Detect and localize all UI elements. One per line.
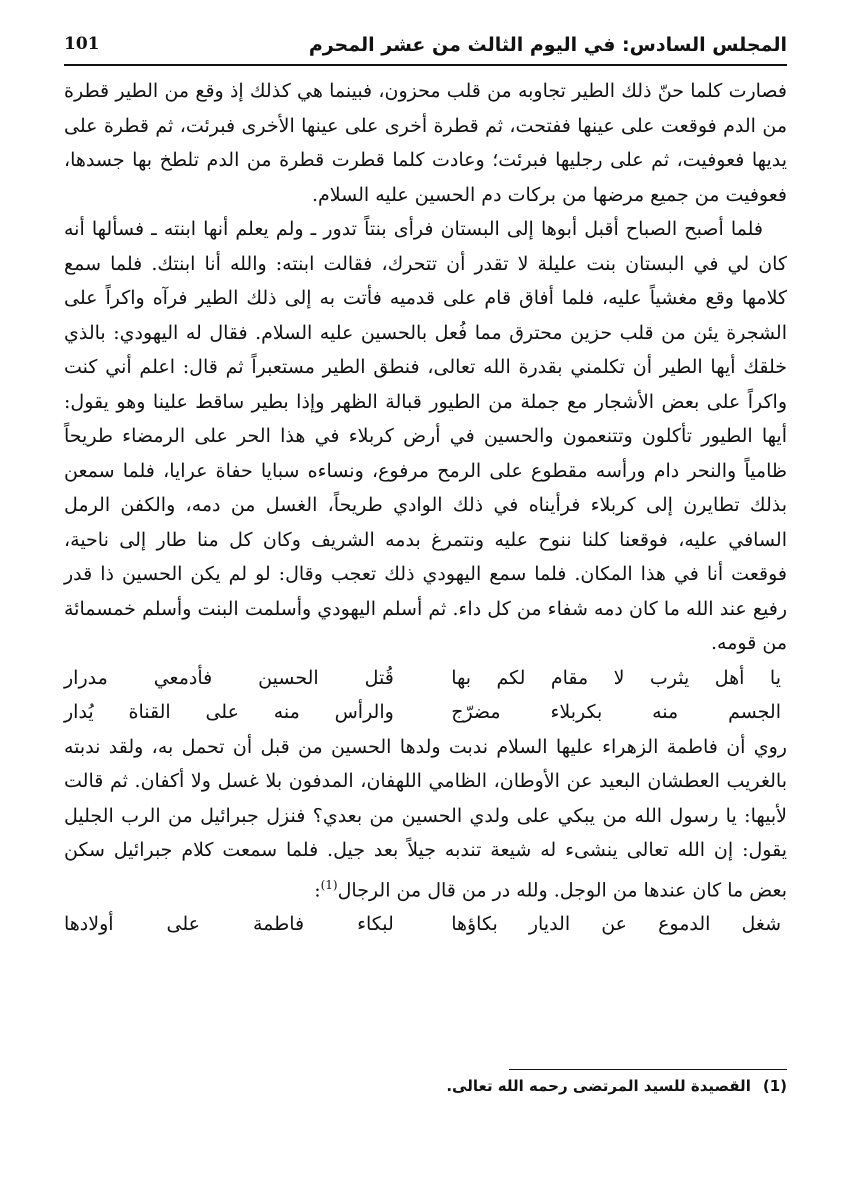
running-header xyxy=(64,32,787,62)
footnote-divider xyxy=(509,1069,787,1070)
main-text xyxy=(64,74,787,942)
chapter-title: المجلس السادس: في اليوم الثالث من عشر المحرم xyxy=(308,34,787,56)
poem-verse xyxy=(64,661,787,696)
verse-second-hemistich: قُتل الحسين فأدمعي مدرار xyxy=(64,666,394,689)
paragraph: فصارت كلما حنّ ذلك الطير تجاوبه من قلب محزون، فبينما هي كذلك إذ وقع من الطير قطرة من الدم فوقعت على عينها ففتحت، ثم قطرة أخرى على عينها الأخرى فبرئت، ثم قطرة على يديها فعوفيت، ثم على رجليها فبرئت؛ وعادت كلما قطرت قطرة من الدم تلطخ بها جسدها، فعوفيت من جميع مرضها من بركات دم الحسين عليه السلام. xyxy=(64,80,787,206)
footnote xyxy=(64,1075,787,1097)
poem xyxy=(64,661,787,730)
footnote-text: القصيدة للسيد المرتضى رحمه الله تعالى. xyxy=(446,1077,751,1095)
verse-second-hemistich: والرأس منه على القناة يُدار xyxy=(64,701,394,723)
verse-first-hemistich: يا أهل يثرب لا مقام لكم بها xyxy=(451,666,781,689)
footnote-reference[interactable]: (1) xyxy=(320,877,338,892)
page-number: 101 xyxy=(64,34,100,54)
paragraph xyxy=(64,730,787,908)
header-divider xyxy=(64,64,787,66)
verse-first-hemistich: الجسم منه بكربلاء مضرّج xyxy=(451,701,781,723)
paragraph: فلما أصبح الصباح أقبل أبوها إلى البستان فرأى بنتاً تدور ـ ولم يعلم أنها ابنته ـ فسألها أنه كان لي في البستان بنت عليلة لا تقدر أن تتحرك، فقالت ابنته: والله أنا ابنتك. فلما سمع كلامها وقع مغشياً عليه، فلما أفاق قام على قدميه فأتت به إلى ذلك الطير فرآه واكراً على الشجرة يئن من قلب حزين محترق مما فُعل بالحسين عليه السلام. فقال له اليهودي: بالذي خلقك أيها الطير أن تكلمني بقدرة الله تعالى، فنطق الطير مستعبراً ثم قال: اعلم أني كنت واكراً على بعض الأشجار مع جملة من الطيور قبالة الظهر وإذا بطير ساقط علينا وهو يقول: أيها الطيور تأكلون وتتنعمون والحسين في أرض كربلاء في هذا الحر على الرمضاء طريحاً ظامياً والنحر دام ورأسه مقطوع على الرمح مرفوع، ونساءه سبايا حفاة عرايا، فلما سمعن بذلك تطايرن إلى كربلاء فرأيناه في ذلك الوادي طريحاً، الغسل من دمه، والكفن الرمل السافي عليه، فوقعنا كلنا ننوح عليه ونتمرغ بدمه الشريف وكان كل منا طار إلى ناحية، فوقعت أنا في هذا المكان. فلما سمع اليهودي ذلك تعجب وقال: لو لم يكن الحسين ذا قدر رفيع عند الله ما كان دمه شفاء من كل داء. ثم أسلم اليهودي وأسلمت البنت وأسلم خمسمائة من قومه. xyxy=(64,218,787,654)
poem-verse xyxy=(64,695,787,730)
paragraph-colon: : xyxy=(314,878,321,901)
poem xyxy=(64,907,787,942)
poem-verse xyxy=(64,907,787,942)
verse-second-hemistich: لبكاء فاطمة على أولادها xyxy=(64,913,394,936)
footnote-number: (1) xyxy=(762,1077,787,1095)
paragraph-text: روي أن فاطمة الزهراء عليها السلام ندبت ولدها الحسين من قبل أن تحمل به، ولقد ندبته بالغريب العطشان البعيد عن الأوطان، الظامي اللهفان، المدفون بلا غسل ولا أكفان. ثم قالت لأبيها: يا رسول الله من يبكي على ولدي الحسين من بعدي؟ فنزل جبرائيل من الرب الجليل يقول: إن الله تعالى ينشىء له شيعة تندبه جيلاً بعد جيل. فلما سمعت كلام جبرائيل سكن بعض ما كان عندها من الوجل. ولله در من قال من الرجال xyxy=(64,735,787,901)
verse-first-hemistich: شغل الدموع عن الديار بكاؤها xyxy=(451,913,781,936)
